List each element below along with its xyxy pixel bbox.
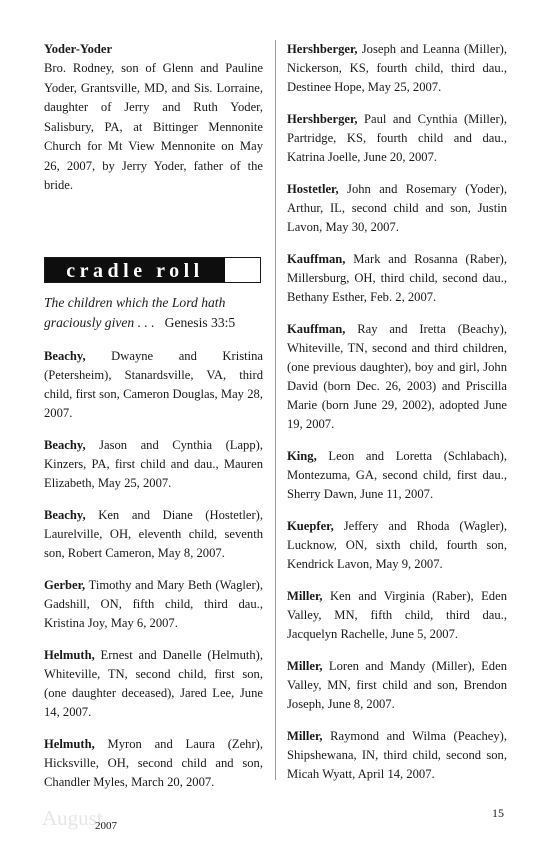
wedding-title: Yoder-Yoder xyxy=(44,42,113,56)
birth-entry xyxy=(287,320,507,434)
epigraph-quote: The children which the Lord hath graciously given . . . xyxy=(44,295,226,330)
entry-text: Myron and Laura (Zehr), Hicksville, OH, second child and son, Chandler Myles, March 20, 2007. xyxy=(44,737,263,789)
entry-name: Hershberger, xyxy=(287,112,358,126)
entry-name: Helmuth, xyxy=(44,737,95,751)
birth-entry xyxy=(287,40,507,97)
entry-text: Ken and Diane (Hostetler), Laurelville, OH, eleventh child, seventh son, Robert Cameron, May 8, 2007. xyxy=(44,508,263,560)
entry-name: Miller, xyxy=(287,729,323,743)
birth-entry xyxy=(44,576,263,633)
entry-text: Dwayne and Kristina (Petersheim), Stanardsville, VA, third child, first son, Cameron Douglas, May 28, 2007. xyxy=(44,349,263,420)
birth-entry xyxy=(44,436,263,493)
wedding-announcement xyxy=(44,40,263,196)
right-column-entries xyxy=(287,40,507,797)
entry-text: Leon and Loretta (Schlabach), Montezuma, GA, second child, first dau., Sherry Dawn, June 11, 2007. xyxy=(287,449,507,501)
page-number: 15 xyxy=(492,806,504,820)
entry-name: Miller, xyxy=(287,589,323,603)
entry-text: Paul and Cynthia (Miller), Partridge, KS, fourth child and dau., Katrina Joelle, June 20, 2007. xyxy=(287,112,507,164)
footer-month: August xyxy=(42,806,103,830)
birth-entry xyxy=(287,110,507,167)
section-title: cradle roll xyxy=(66,260,204,282)
entry-text: Joseph and Leanna (Miller), Nickerson, KS, fourth child, third dau., Destinee Hope, May 25, 2007. xyxy=(287,42,507,94)
entry-text: John and Rosemary (Yoder), Arthur, IL, second child and son, Justin Lavon, May 30, 2007. xyxy=(287,182,507,234)
birth-entry xyxy=(44,646,263,722)
birth-entry xyxy=(44,347,263,423)
epigraph-reference: Genesis 33:5 xyxy=(164,315,236,330)
column-divider xyxy=(275,40,276,780)
entry-name: Gerber, xyxy=(44,578,86,592)
entry-name: Hostetler, xyxy=(287,182,339,196)
birth-entry xyxy=(287,447,507,504)
section-epigraph xyxy=(44,293,263,333)
birth-entry xyxy=(44,506,263,563)
birth-entry xyxy=(287,587,507,644)
birth-entry xyxy=(287,727,507,784)
entry-text: Ernest and Danelle (Helmuth), Whiteville, TN, second child, first son, (one daughter deceased), Jared Lee, June 14, 2007. xyxy=(44,648,263,719)
entry-name: Helmuth, xyxy=(44,648,95,662)
entry-name: Beachy, xyxy=(44,438,86,452)
left-column-entries xyxy=(44,347,263,805)
entry-text: Loren and Mandy (Miller), Eden Valley, MN, first child and son, Brendon Joseph, June 8, 2007. xyxy=(287,659,507,711)
entry-text: Jason and Cynthia (Lapp), Kinzers, PA, first child and dau., Mauren Elizabeth, May 25, 2007. xyxy=(44,438,263,490)
birth-entry xyxy=(287,180,507,237)
entry-name: Kuepfer, xyxy=(287,519,334,533)
entry-text: Jeffery and Rhoda (Wagler), Lucknow, ON, sixth child, fourth son, Kendrick Lavon, May 9, 2007. xyxy=(287,519,507,571)
entry-name: Hershberger, xyxy=(287,42,358,56)
section-banner xyxy=(44,257,261,283)
birth-entry xyxy=(287,250,507,307)
entry-name: Kauffman, xyxy=(287,252,346,266)
birth-entry xyxy=(44,735,263,792)
entry-text: Mark and Rosanna (Raber), Millersburg, OH, third child, second dau., Bethany Esther, Feb. 2, 2007. xyxy=(287,252,507,304)
entry-name: Miller, xyxy=(287,659,323,673)
entry-text: Ray and Iretta (Beachy), Whiteville, TN, second and third children, (one previous daughter), boy and girl, John David (born Dec. 26, 2003) and Priscilla Marie (born June 29, 2002), adopted June 19, 2007. xyxy=(287,322,507,431)
birth-entry xyxy=(287,517,507,574)
footer-year: 2007 xyxy=(95,820,117,832)
entry-name: Beachy, xyxy=(44,508,86,522)
entry-name: Kauffman, xyxy=(287,322,346,336)
entry-name: Beachy, xyxy=(44,349,86,363)
birth-entry xyxy=(287,657,507,714)
entry-text: Raymond and Wilma (Peachey), Shipshewana, IN, third child, second son, Micah Wyatt, April 14, 2007. xyxy=(287,729,507,781)
entry-text: Ken and Virginia (Raber), Eden Valley, MN, fifth child, third dau., Jacquelyn Rachelle, June 5, 2007. xyxy=(287,589,507,641)
entry-name: King, xyxy=(287,449,317,463)
entry-text: Timothy and Mary Beth (Wagler), Gadshill, ON, fifth child, third dau., Kristina Joy, May 6, 2007. xyxy=(44,578,263,630)
wedding-text: Bro. Rodney, son of Glenn and Pauline Yoder, Grantsville, MD, and Sis. Lorraine, daughter of Jerry and Ruth Yoder, Salisbury, PA, at Bittinger Mennonite Church for Mt View Mennonite on May 26, 2007, by Jerry Yoder, father of the bride. xyxy=(44,61,263,192)
